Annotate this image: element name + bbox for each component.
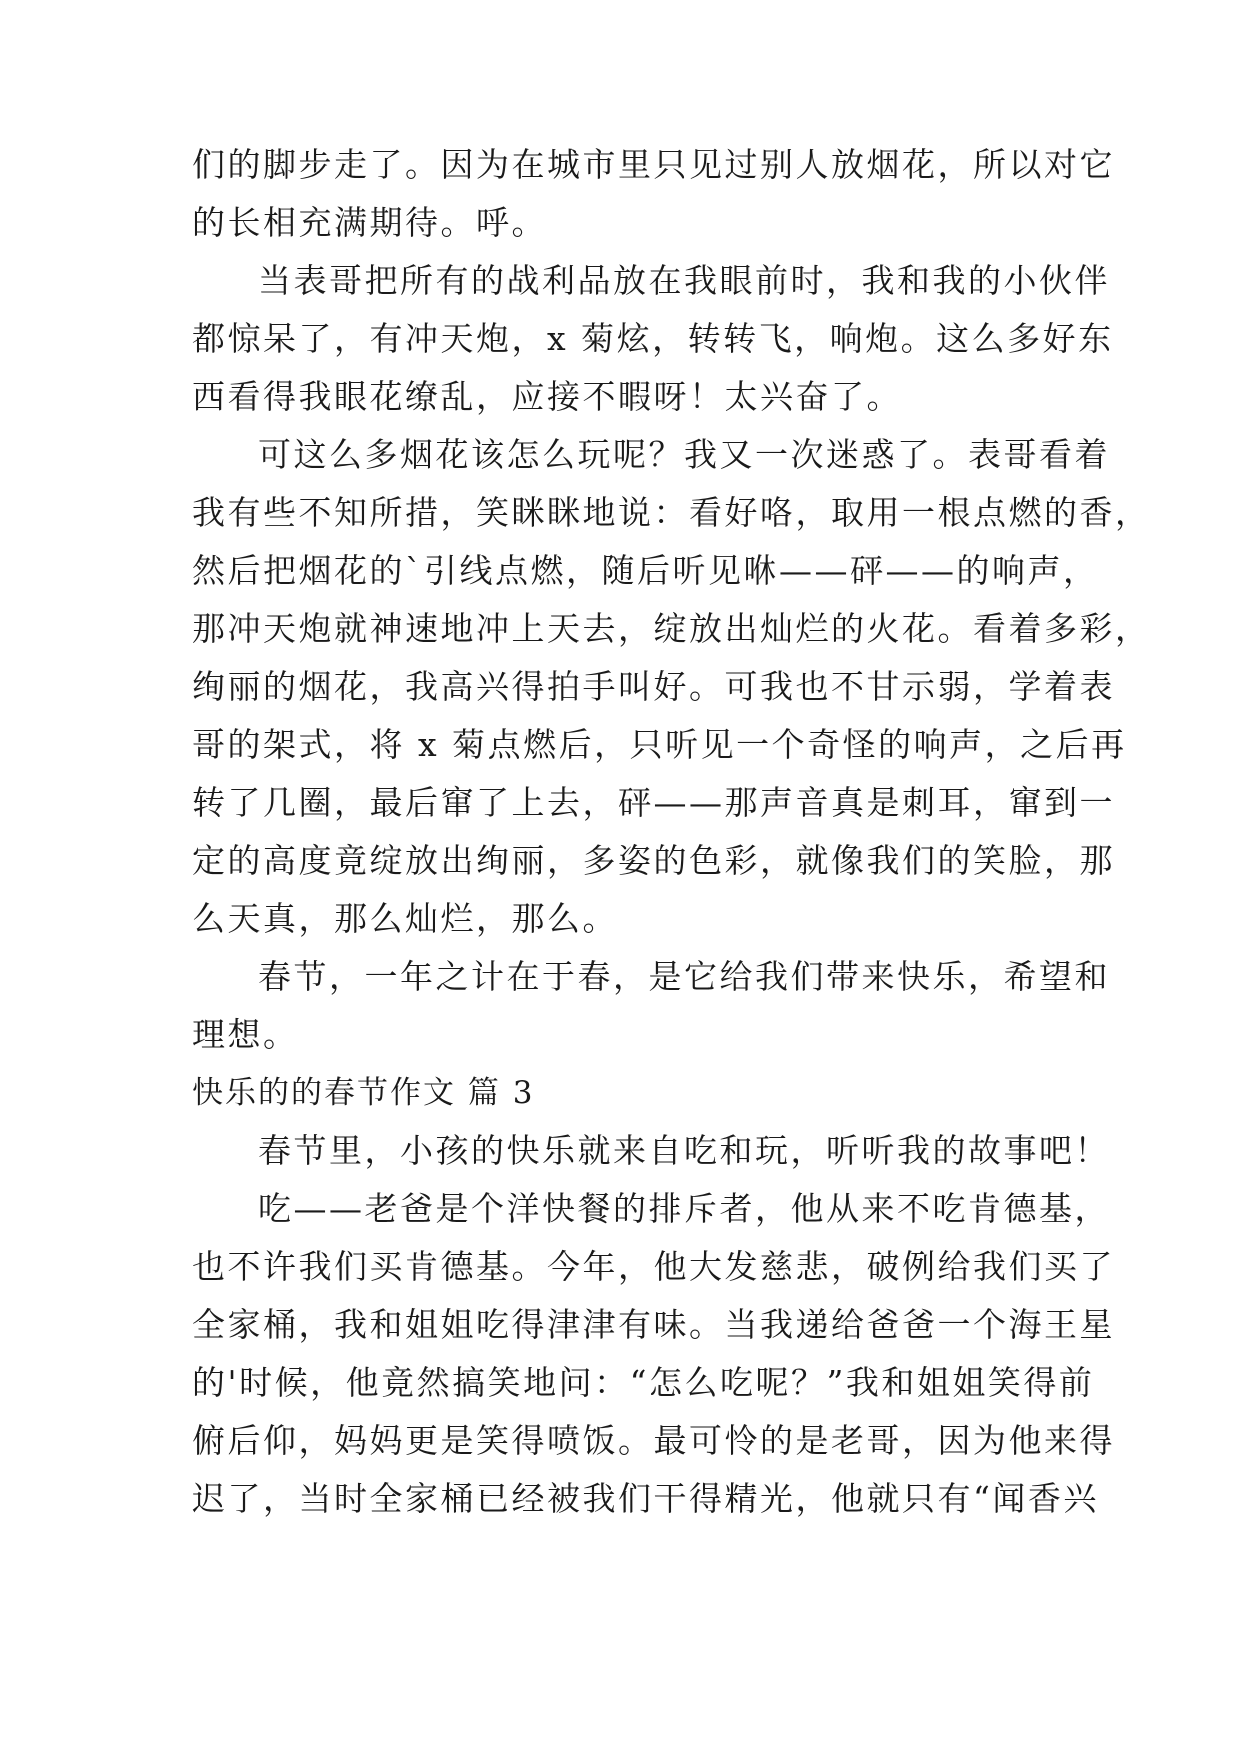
text-line: 转了几圈，最后窜了上去，砰——那声音真是刺耳，窜到一 [192, 783, 1115, 822]
text-line: 西看得我眼花缭乱，应接不暇呀！太兴奋了。 [192, 377, 902, 416]
text-line: 哥的架式，将 x 菊点燃后，只听见一个奇怪的响声，之后再 [192, 725, 1127, 764]
text-line: 么天真，那么灿烂，那么。 [192, 899, 618, 938]
text-line: 理想。 [192, 1015, 299, 1054]
text-line: 春节里，小孩的快乐就来自吃和玩，听听我的故事吧！ [258, 1131, 1110, 1170]
text-line: 可这么多烟花该怎么玩呢？我又一次迷惑了。表哥看着 [258, 435, 1110, 474]
text-line: 全家桶，我和姐姐吃得津津有味。当我递给爸爸一个海王星 [192, 1305, 1115, 1344]
text-line: 们的脚步走了。因为在城市里只见过别人放烟花，所以对它 [192, 145, 1115, 184]
text-line: 的'时候，他竟然搞笑地问：“怎么吃呢？”我和姐姐笑得前 [192, 1363, 1095, 1402]
text-line: 那冲天炮就神速地冲上天去，绽放出灿烂的火花。看着多彩， [192, 609, 1151, 648]
section-heading: 快乐的的春节作文 篇 3 [192, 1075, 535, 1111]
text-line: 都惊呆了，有冲天炮，x 菊炫，转转飞，响炮。这么多好东 [192, 319, 1114, 358]
text-line: 我有些不知所措，笑眯眯地说：看好咯，取用一根点燃的香， [192, 493, 1151, 532]
text-line: 然后把烟花的`引线点燃，随后听见咻——砰——的响声， [192, 551, 1099, 590]
text-line: 绚丽的烟花，我高兴得拍手叫好。可我也不甘示弱，学着表 [192, 667, 1115, 706]
text-line: 吃——老爸是个洋快餐的排斥者，他从来不吃肯德基， [258, 1189, 1110, 1228]
text-line: 的长相充满期待。呼。 [192, 203, 547, 242]
text-line: 春节，一年之计在于春，是它给我们带来快乐，希望和 [258, 957, 1110, 996]
text-line: 也不许我们买肯德基。今年，他大发慈悲，破例给我们买了 [192, 1247, 1115, 1286]
text-line: 迟了，当时全家桶已经被我们干得精光，他就只有“闻香兴 [192, 1479, 1099, 1518]
text-line: 定的高度竟绽放出绚丽，多姿的色彩，就像我们的笑脸，那 [192, 841, 1115, 880]
text-line: 当表哥把所有的战利品放在我眼前时，我和我的小伙伴 [258, 261, 1110, 300]
text-line: 俯后仰，妈妈更是笑得喷饭。最可怜的是老哥，因为他来得 [192, 1421, 1115, 1460]
